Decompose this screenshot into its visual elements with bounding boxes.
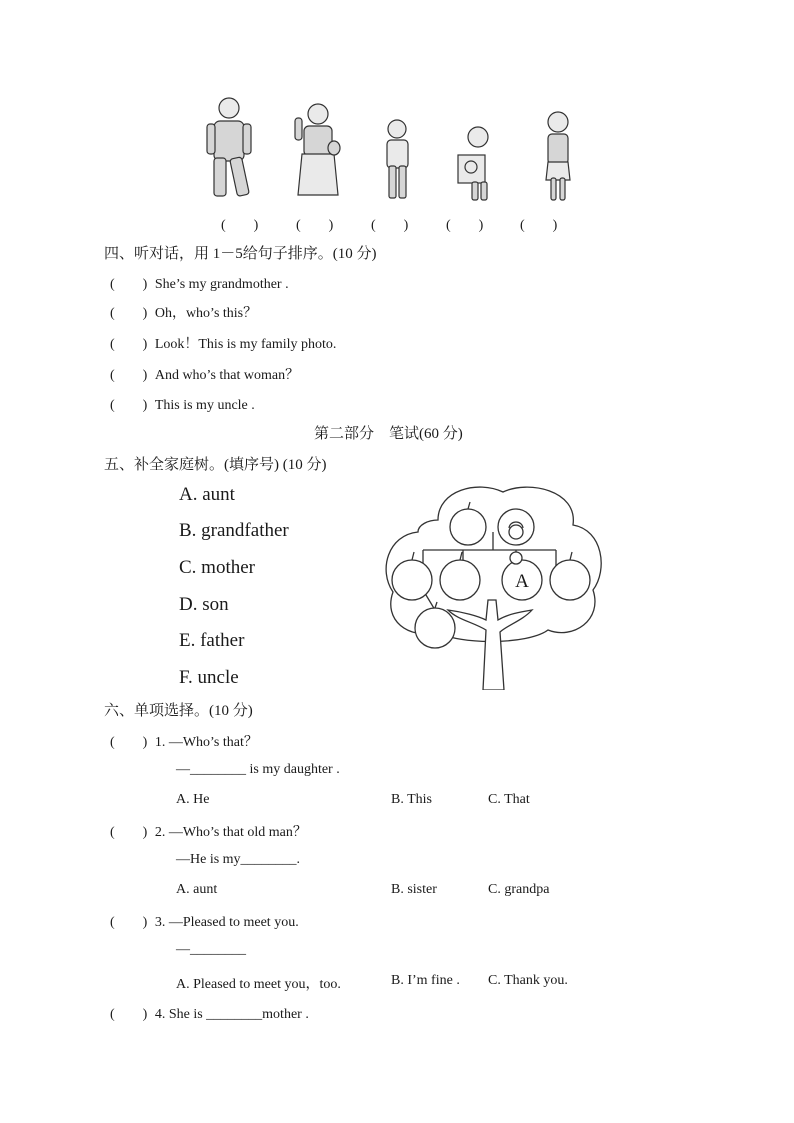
picture-answer-bracket: ( ) (221, 218, 259, 233)
ordering-item (110, 364, 299, 384)
woman-figure (546, 112, 570, 200)
ordering-item (110, 333, 336, 353)
answer-bracket: ( ) (110, 825, 148, 840)
answer-bracket: ( ) (110, 915, 148, 930)
part-2-title: 第二部分 笔试(60 分) (314, 426, 463, 442)
question-1-choice-c: C. That (488, 792, 530, 807)
grandfather-figure (207, 98, 251, 196)
option-b: B. grandfather (179, 520, 289, 541)
apple-node-grandmother (498, 509, 534, 545)
question-3 (110, 911, 299, 931)
question-3-choice-b: B. I’m fine . (391, 973, 460, 988)
section-6-header: 六、单项选择。(10 分) (104, 703, 253, 719)
sentence-text: And who’s that woman？ (154, 368, 300, 383)
question-2-choice-c: C. grandpa (488, 882, 550, 897)
sentence-text: This is my uncle . (154, 398, 255, 413)
picture-answer-bracket: ( ) (296, 218, 334, 233)
girl-with-photo-figure (458, 127, 488, 200)
answer-bracket: ( ) (110, 1007, 148, 1022)
question-3-choice-c: C. Thank you. (488, 973, 568, 988)
question-2-answer-line: —He is my________. (176, 852, 301, 867)
answer-bracket: ( ) (110, 735, 148, 750)
question-2 (110, 821, 307, 841)
grandmother-figure (295, 104, 340, 195)
option-c: C. mother (179, 557, 255, 578)
picture-answer-bracket: ( ) (520, 218, 558, 233)
question-stem: 1. —Who’s that？ (154, 735, 258, 750)
question-1 (110, 731, 258, 751)
answer-bracket: ( ) (110, 398, 148, 413)
question-1-choice-b: B. This (391, 792, 432, 807)
question-2-choice-a: A. aunt (176, 882, 218, 897)
option-f: F. uncle (179, 667, 239, 688)
family-tree-picture (378, 480, 608, 690)
answer-bracket: ( ) (110, 337, 148, 352)
section-4-header: 四、听对话，用 1－5给句子排序。(10 分) (104, 246, 377, 262)
ordering-item (110, 394, 255, 414)
option-e: E. father (179, 630, 245, 651)
sentence-text: She’s my grandmother . (154, 277, 289, 292)
answer-bracket: ( ) (110, 368, 148, 383)
answer-bracket: ( ) (110, 306, 148, 321)
question-1-choice-a: A. He (176, 792, 210, 807)
answer-bracket: ( ) (110, 277, 148, 292)
question-stem: 4. She is ________mother . (154, 1007, 309, 1022)
picture-answer-bracket: ( ) (446, 218, 484, 233)
sentence-text: Oh，who’s this？ (154, 306, 258, 321)
question-stem: 2. —Who’s that old man？ (154, 825, 307, 840)
family-members-picture (0, 0, 794, 215)
option-d: D. son (179, 594, 229, 615)
ordering-item (110, 302, 257, 322)
tree-label-a: A (515, 571, 529, 592)
question-2-choice-b: B. sister (391, 882, 437, 897)
ordering-item (110, 273, 289, 293)
question-stem: 3. —Pleased to meet you. (154, 915, 299, 930)
sentence-text: Look！This is my family photo. (154, 337, 337, 352)
question-4 (110, 1003, 309, 1023)
question-3-answer-line: —________ (176, 942, 246, 957)
question-3-choice-a: A. Pleased to meet you，too. (176, 977, 341, 992)
picture-answer-bracket: ( ) (371, 218, 409, 233)
option-a: A. aunt (179, 484, 235, 505)
section-5-header: 五、补全家庭树。(填序号) (10 分) (104, 457, 327, 473)
boy-figure (387, 120, 408, 198)
question-1-answer-line: —________ is my daughter . (176, 762, 340, 777)
